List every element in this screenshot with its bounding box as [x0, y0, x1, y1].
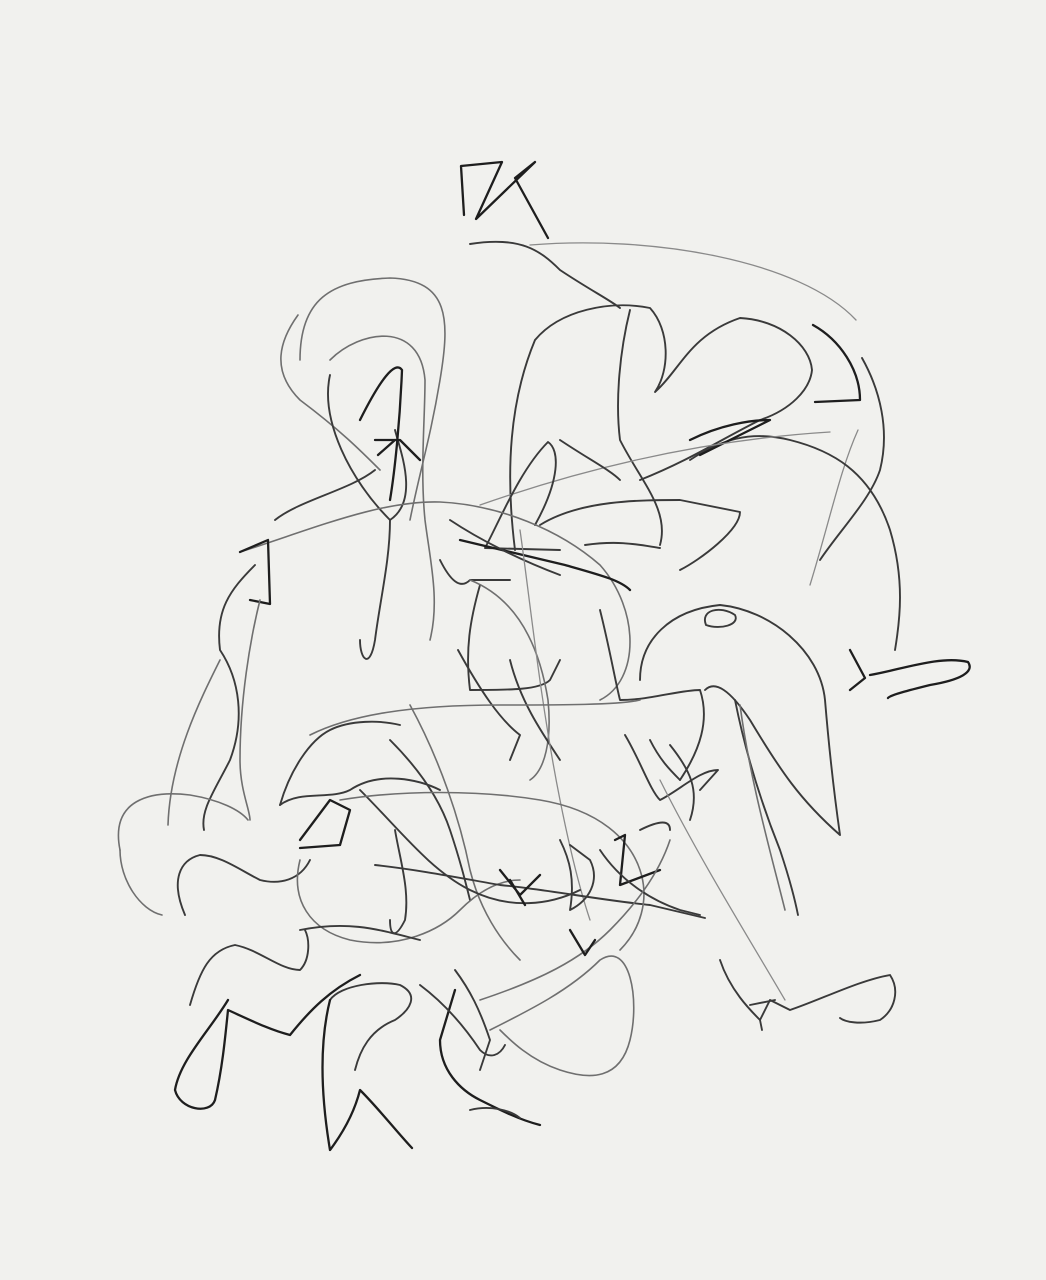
scribble-stroke — [275, 470, 375, 520]
scribble-stroke — [470, 580, 549, 780]
scribble-stroke — [600, 610, 704, 780]
scribble-stroke — [480, 432, 830, 505]
scribble-stroke — [650, 740, 694, 820]
scribble-stroke — [118, 794, 248, 850]
scribble-stroke — [280, 778, 440, 805]
scribble-stroke — [615, 835, 660, 885]
scribble-stroke — [175, 975, 360, 1109]
scribble-stroke — [461, 162, 548, 238]
scribble-stroke — [240, 540, 270, 604]
scribble-stroke — [297, 860, 520, 943]
scribble-stroke — [480, 840, 670, 1000]
scribble-stroke — [560, 440, 660, 548]
scribble-stroke — [618, 310, 662, 545]
scribble-stroke — [490, 956, 634, 1076]
scribble-stroke — [203, 565, 255, 830]
scribble-stroke — [360, 790, 580, 903]
scribble-stroke — [240, 600, 260, 820]
scribble-stroke — [705, 610, 736, 627]
scribble-stroke — [690, 436, 900, 650]
scribble-stroke — [328, 375, 406, 520]
scribble-stroke — [323, 1000, 413, 1150]
scribble-stroke — [190, 930, 308, 1005]
scribble-stroke — [850, 650, 970, 698]
scribble-stroke — [820, 358, 884, 560]
scribble-stroke — [360, 520, 390, 659]
scribble-stroke — [485, 442, 560, 550]
scribble-stroke — [455, 970, 490, 1070]
scribble-stroke — [470, 242, 620, 308]
scribble-stroke — [440, 560, 510, 584]
scribble-stroke — [540, 500, 740, 570]
scribble-stroke — [300, 926, 420, 940]
scribble-stroke — [740, 705, 785, 910]
scribble-stroke — [813, 325, 860, 402]
scribble-stroke — [720, 960, 895, 1023]
scribble-stroke — [410, 705, 520, 960]
scribble-stroke — [390, 830, 406, 933]
scribble-stroke — [300, 800, 350, 848]
scribble-stroke — [810, 430, 858, 585]
scribble-stroke — [330, 983, 411, 1070]
scribble-stroke — [178, 855, 310, 915]
scribble-stroke — [625, 735, 718, 800]
scribble-stroke — [570, 930, 595, 955]
scribble-stroke — [510, 305, 812, 550]
scribble-stroke — [640, 823, 670, 831]
scribble-stroke — [120, 850, 162, 915]
scribble-stroke — [520, 530, 590, 920]
scribble-stroke — [440, 990, 540, 1125]
scribble-stroke — [310, 700, 640, 735]
